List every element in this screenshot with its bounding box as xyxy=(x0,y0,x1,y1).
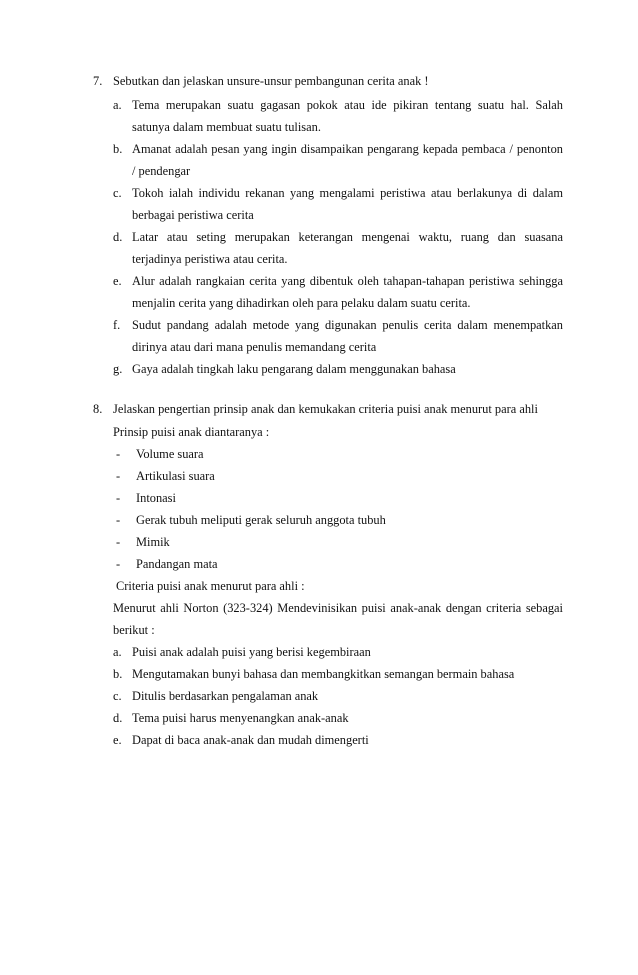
q7-item-d-line2: terjadinya peristiwa atau cerita. xyxy=(132,252,288,266)
norton-line2: berikut : xyxy=(113,623,155,637)
q7-item-g-letter: g. xyxy=(113,362,123,376)
q7-item-d-letter: d. xyxy=(113,230,123,244)
question-7-text: Sebutkan dan jelaskan unsure-unsur pembangunan cerita anak ! xyxy=(113,74,429,88)
question-8-text: Jelaskan pengertian prinsip anak dan kemukakan criteria puisi anak menurut para ahli xyxy=(113,402,538,416)
q7-item-a-letter: a. xyxy=(113,98,122,112)
criteria-letter: b. xyxy=(113,667,123,681)
q7-item-d-line1: Latar atau seting merupakan keterangan mengenai waktu, ruang dan suasana xyxy=(132,230,563,244)
q7-item-a-line1: Tema merupakan suatu gagasan pokok atau ide pikiran tentang suatu hal. Salah xyxy=(132,98,563,112)
q7-item-g-line1: Gaya adalah tingkah laku pengarang dalam menggunakan bahasa xyxy=(132,362,456,376)
q7-item-e-letter: e. xyxy=(113,274,122,288)
principle-item: Gerak tubuh meliputi gerak seluruh anggota tubuh xyxy=(136,513,386,527)
question-8-number: 8. xyxy=(93,402,103,416)
q7-item-e-line2: menjalin cerita yang dihadirkan oleh para pelaku dalam suatu cerita. xyxy=(132,296,471,310)
principle-item: Intonasi xyxy=(136,491,176,505)
criteria-item: Ditulis berdasarkan pengalaman anak xyxy=(132,689,319,703)
q7-item-c-letter: c. xyxy=(113,186,122,200)
q7-item-b-line1: Amanat adalah pesan yang ingin disampaikan pengarang kepada pembaca / penonton xyxy=(132,142,563,156)
q7-item-e-line1: Alur adalah rangkaian cerita yang dibentuk oleh tahapan-tahapan peristiwa sehingga xyxy=(132,274,563,288)
principle-dash: - xyxy=(116,513,121,527)
principle-dash: - xyxy=(116,535,121,549)
principle-dash: - xyxy=(116,557,121,571)
principle-dash: - xyxy=(116,491,121,505)
q7-item-f-line2: dirinya atau dari mana penulis memandang cerita xyxy=(132,340,377,354)
principle-intro: Prinsip puisi anak diantaranya : xyxy=(113,425,270,439)
principle-item: Volume suara xyxy=(136,447,204,461)
criteria-letter: e. xyxy=(113,733,122,747)
criteria-letter: c. xyxy=(113,689,122,703)
q7-item-c-line2: berbagai peristiwa cerita xyxy=(132,208,254,222)
criteria-item: Puisi anak adalah puisi yang berisi kegembiraan xyxy=(132,645,371,659)
principle-item: Artikulasi suara xyxy=(136,469,215,483)
principle-dash: - xyxy=(116,447,121,461)
criteria-item: Mengutamakan bunyi bahasa dan membangkitkan semangan bermain bahasa xyxy=(132,667,515,681)
q7-item-f-letter: f. xyxy=(113,318,121,332)
criteria-intro: Criteria puisi anak menurut para ahli : xyxy=(116,579,305,593)
q7-item-b-letter: b. xyxy=(113,142,123,156)
principle-item: Pandangan mata xyxy=(136,557,218,571)
question-7-number: 7. xyxy=(93,74,103,88)
criteria-letter: a. xyxy=(113,645,122,659)
q7-item-f-line1: Sudut pandang adalah metode yang digunakan penulis cerita dalam menempatkan xyxy=(132,318,563,332)
q7-item-c-line1: Tokoh ialah individu rekanan yang mengalami peristiwa atau berlakunya di dalam xyxy=(132,186,563,200)
norton-line1: Menurut ahli Norton (323-324) Mendevinisikan puisi anak-anak dengan criteria sebagai xyxy=(113,601,563,615)
criteria-item: Tema puisi harus menyenangkan anak-anak xyxy=(132,711,349,725)
q7-item-a-line2: satunya dalam membuat suatu tulisan. xyxy=(132,120,321,134)
criteria-item: Dapat di baca anak-anak dan mudah dimengerti xyxy=(132,733,369,747)
principle-item: Mimik xyxy=(136,535,170,549)
q7-item-b-line2: / pendengar xyxy=(132,164,191,178)
principle-dash: - xyxy=(116,469,121,483)
criteria-letter: d. xyxy=(113,711,123,725)
